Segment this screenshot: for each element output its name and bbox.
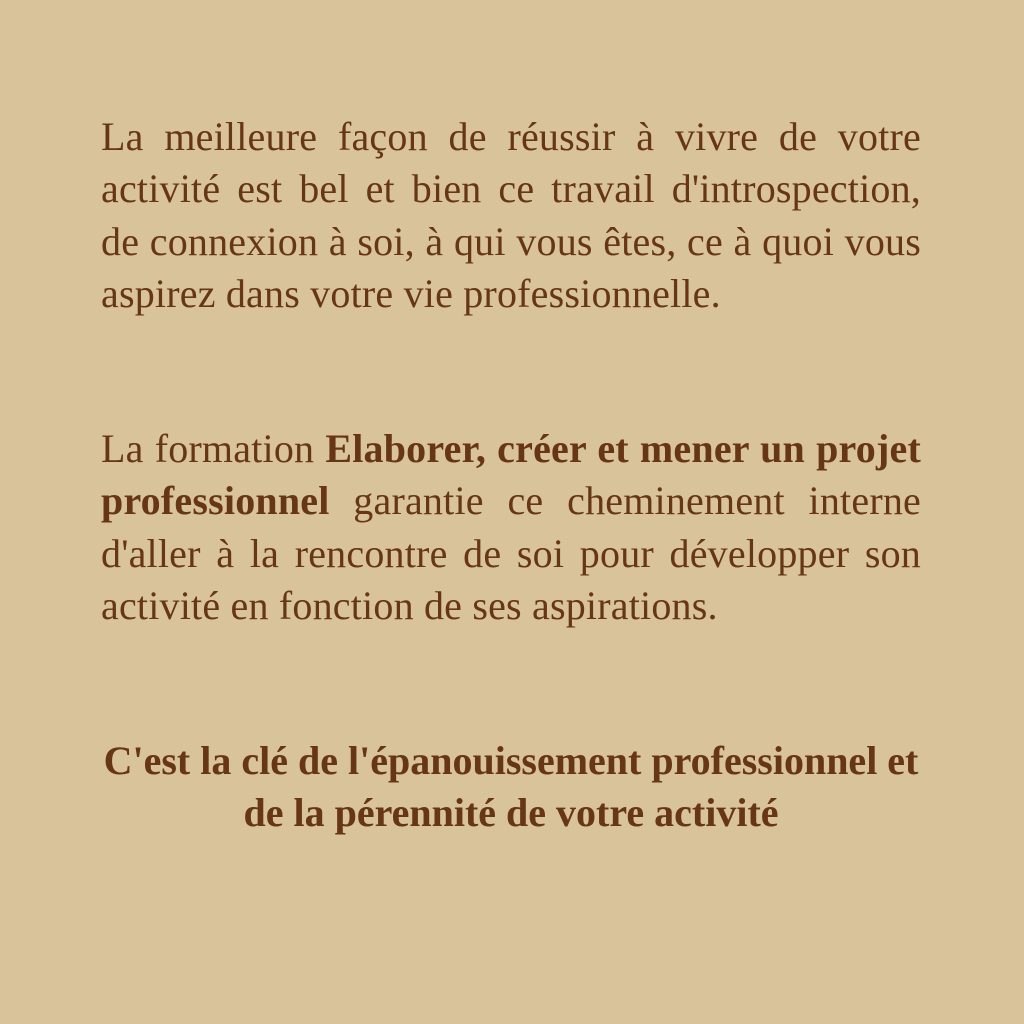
program-name: Elaborer, créer et mener un projet professionnel [101, 426, 921, 524]
paragraph-introspection: La meilleure façon de réussir à vivre de votre activité est bel et bien ce travail d'introspection, de connexion à soi, à qui vous êtes, ce à quoi vous aspirez dans votre vie professionnelle. [101, 114, 921, 316]
formation-intro-text: La formation [101, 426, 326, 471]
formation-description-text: garantie ce cheminement interne d'aller à la rencontre de soi pour développer son activité en fonction de ses aspirations. [101, 478, 921, 628]
paragraph-formation [101, 423, 921, 632]
key-statement: C'est la clé de l'épanouissement professionnel et de la pérennité de votre activité [103, 738, 919, 836]
